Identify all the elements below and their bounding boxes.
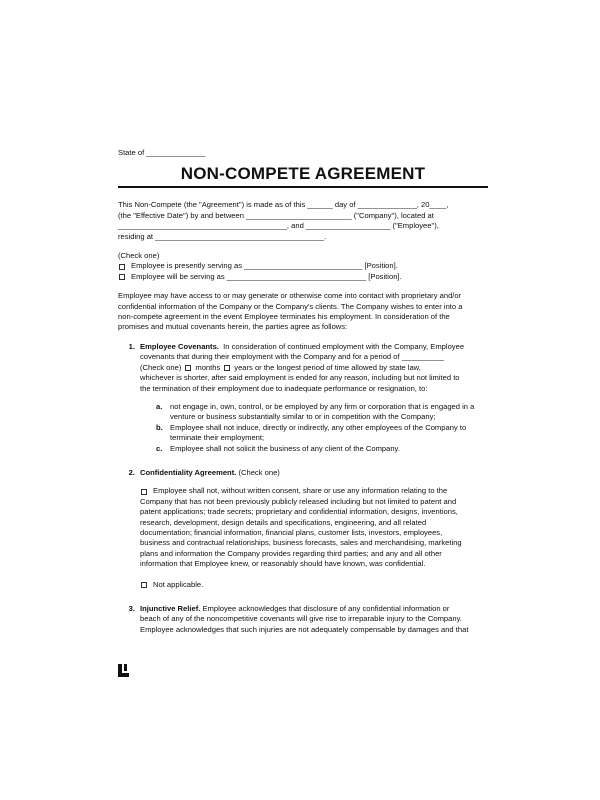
recitals-line: promises and mutual covenants herein, the parties agree as follows: bbox=[118, 322, 348, 332]
option-text: information that Employee knew, or reasonably should have known, was confidential. bbox=[140, 559, 426, 569]
covenant-letter: a. bbox=[156, 401, 163, 411]
covenant-text: terminate their employment; bbox=[170, 433, 265, 443]
recitals-paragraph bbox=[118, 291, 488, 333]
document-body bbox=[118, 148, 488, 644]
section-confidentiality bbox=[118, 468, 488, 590]
checkbox-icon[interactable] bbox=[224, 365, 230, 371]
section-heading: Injunctive Relief. bbox=[140, 604, 201, 613]
employment-option-label: Employee will be serving as _________________________________ [Position]. bbox=[131, 271, 402, 281]
section-number: 3. bbox=[128, 604, 135, 613]
intro-line: residing at ________________________________________. bbox=[118, 231, 327, 241]
section-number: 1. bbox=[128, 341, 135, 351]
section-text: whichever is shorter, after said employment is ended for any reason, including but not limited to bbox=[140, 373, 460, 383]
recitals-line: confidential information of the Company or the Company's clients. The Company wishes to enter into a bbox=[118, 301, 463, 311]
covenant-letter: b. bbox=[156, 422, 163, 432]
check-one-label: (Check one) bbox=[118, 251, 160, 261]
covenant-text: not engage in, own, control, or be employed by any firm or corporation that is engaged in a bbox=[170, 401, 475, 411]
section-employee-covenants bbox=[118, 342, 488, 454]
years-label: years or the longest period of time allowed by state law, bbox=[234, 362, 421, 372]
check-one-label: (Check one) bbox=[140, 362, 182, 372]
option-text: research, development, design details and specifications, engineering, and all related bbox=[140, 517, 427, 527]
section-text: Employee acknowledges that disclosure of any confidential information or bbox=[202, 604, 450, 613]
section-heading: Confidentiality Agreement. bbox=[140, 467, 237, 477]
employment-options bbox=[118, 251, 488, 282]
covenant-item bbox=[156, 402, 488, 423]
months-label: months bbox=[195, 362, 221, 372]
section-heading-suffix: (Check one) bbox=[238, 467, 280, 477]
option-text: documentation; financial information, financial plans, customer lists, investors, employees, bbox=[140, 527, 443, 537]
intro-line: (the "Effective Date") by and between _________________________ ("Company"), located at bbox=[118, 210, 434, 220]
option-text: business and contractual relationships, business forecasts, sales and merchandising, marketing bbox=[140, 538, 462, 548]
checkbox-icon[interactable] bbox=[185, 365, 191, 371]
covenant-item bbox=[156, 423, 488, 444]
checkbox-icon[interactable] bbox=[119, 264, 125, 270]
section-number: 2. bbox=[128, 467, 135, 477]
covenant-letter: c. bbox=[156, 443, 163, 453]
covenant-item bbox=[156, 444, 488, 454]
document-title: NON-COMPETE AGREEMENT bbox=[118, 164, 488, 188]
confidentiality-option-not-applicable[interactable] bbox=[140, 580, 488, 590]
option-text: plans and information the Company provides regarding third parties; and any and all other bbox=[140, 548, 442, 558]
option-text: Company that has not been previously publicly released including but not limited to patent and bbox=[140, 496, 457, 506]
section-injunctive-relief bbox=[118, 604, 488, 635]
section-text: In consideration of continued employment with the Company, Employee bbox=[223, 341, 465, 351]
intro-line: ________________________________________, and ____________________ ("Employee"), bbox=[118, 221, 439, 231]
recitals-line: non-compete agreement in the event Employee terminates his employment. In consideration of the bbox=[118, 312, 450, 322]
option-text: patent applications; trade secrets; proprietary and confidential information, designs, inventions, bbox=[140, 507, 458, 517]
recitals-line: Employee may have access to or may generate or otherwise come into contact with proprietary and/or bbox=[118, 291, 462, 301]
checkbox-icon[interactable] bbox=[141, 489, 147, 495]
state-line: State of ______________ bbox=[118, 148, 206, 157]
employment-option-present[interactable] bbox=[118, 261, 488, 271]
confidentiality-option-applies bbox=[140, 486, 488, 569]
employment-option-label: Employee is presently serving as ____________________________ [Position]. bbox=[131, 261, 398, 271]
lawdepot-logo-icon bbox=[118, 664, 129, 677]
covenant-text: Employee shall not solicit the business of any client of the Company. bbox=[170, 443, 400, 453]
option-text: Not applicable. bbox=[153, 579, 204, 589]
employment-option-future[interactable] bbox=[118, 272, 488, 282]
option-text: Employee shall not, without written consent, share or use any information relating to the bbox=[153, 486, 448, 496]
intro-line: This Non-Compete (the "Agreement") is made as of this ______ day of ______________, 20____, bbox=[118, 200, 449, 210]
section-text: Employee acknowledges that such injuries are not adequately compensable by damages and that bbox=[140, 624, 469, 634]
section-text: the termination of their employment due to inadequate performance or resignation, to: bbox=[140, 383, 428, 393]
section-heading: Employee Covenants. bbox=[140, 341, 219, 351]
section-text: beach of any of the noncompetitive covenants will give rise to irreparable injury to the Company. bbox=[140, 614, 462, 624]
checkbox-icon[interactable] bbox=[119, 274, 125, 280]
covenant-text: Employee shall not induce, directly or indirectly, any other employees of the Company to bbox=[170, 422, 467, 432]
covenant-text: venture or business substantially similar to or in competition with the Company; bbox=[170, 412, 436, 422]
intro-paragraph bbox=[118, 200, 488, 242]
section-text: covenants that during their employment with the Company and for a period of __________ bbox=[140, 352, 444, 362]
checkbox-icon[interactable] bbox=[141, 582, 147, 588]
